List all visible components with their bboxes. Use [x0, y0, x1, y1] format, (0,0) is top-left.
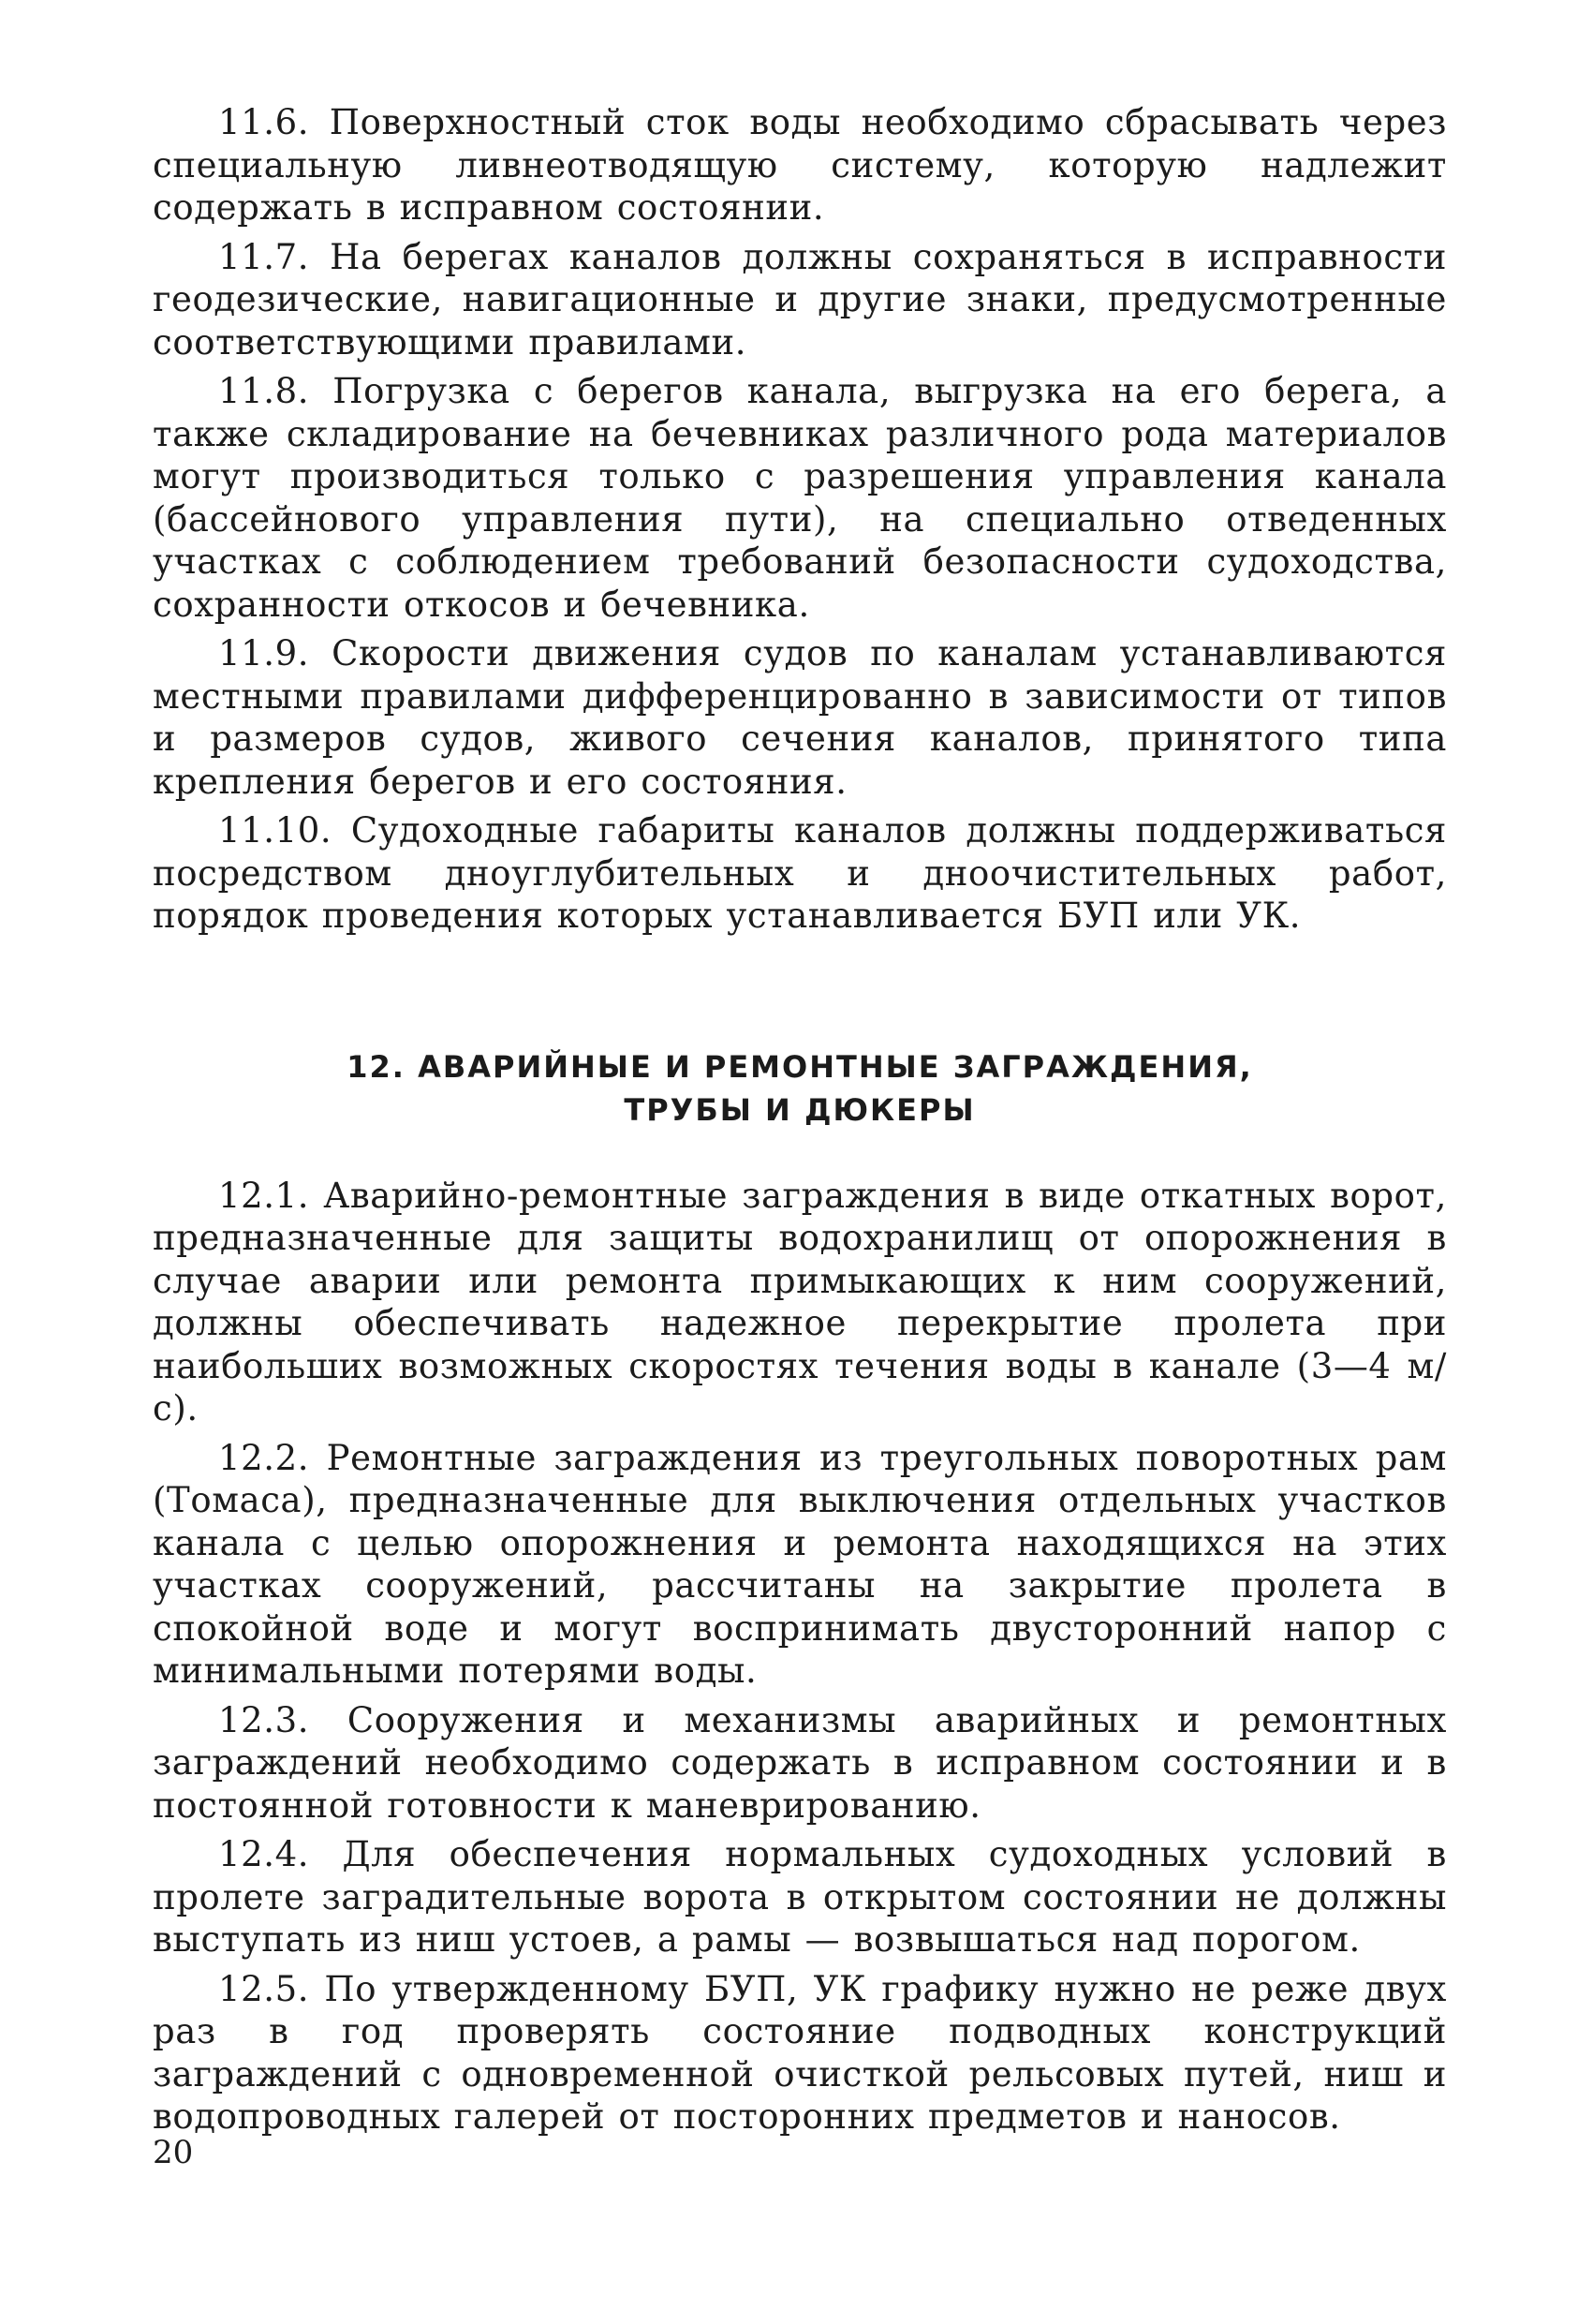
paragraph-11-8: 11.8. Погрузка с берегов канала, выгрузка на его берега, а также складирование на бечевниках различного рода материалов могут производиться только с разрешения управления канала (бассейнового управления пути), на специально отведенных участках с соблюдением требований безопасности судоходства, сохранности откосов и бечевника. — [153, 371, 1447, 625]
paragraph-12-4: 12.4. Для обеспечения нормальных судоходных условий в пролете заградительные ворота в открытом состоянии не должны выступать из ниш устоев, а рамы — возвышаться над порогом. — [153, 1834, 1447, 1960]
paragraph-11-6: 11.6. Поверхностный сток воды необходимо сбрасывать через специальную ливнеотводящую систему, которую надлежит содержать в исправном состоянии. — [153, 102, 1447, 228]
section-12-heading-line1: 12. АВАРИЙНЫЕ И РЕМОНТНЫЕ ЗАГРАЖДЕНИЯ, — [347, 1048, 1253, 1085]
paragraph-12-1: 12.1. Аварийно-ремонтные заграждения в виде откатных ворот, предназначенные для защиты водохранилищ от опорожнения в случае аварии или ремонта примыкающих к ним сооружений, должны обеспечивать надежное перекрытие пролета при наибольших возможных скоростях течения воды в канале (3—4 м/с). — [153, 1175, 1447, 1428]
paragraph-12-5: 12.5. По утвержденному БУП, УК графику нужно не реже двух раз в год проверять состояние подводных конструкций заграждений с одновременной очисткой рельсовых путей, ниш и водопроводных галерей от посторонних предметов и наносов. — [153, 1968, 1447, 2137]
paragraph-12-3: 12.3. Сооружения и механизмы аварийных и ремонтных заграждений необходимо содержать в исправном состоянии и в постоянной готовности к маневрированию. — [153, 1699, 1447, 1826]
paragraph-12-2: 12.2. Ремонтные заграждения из треугольных поворотных рам (Томаса), предназначенные для выключения отдельных участков канала с целью опорожнения и ремонта находящихся на этих участках сооружений, рассчитаны на закрытие пролета в спокойной воде и могут воспринимать двусторонний напор с минимальными потерями воды. — [153, 1437, 1447, 1691]
section-12-heading — [153, 1045, 1447, 1132]
paragraph-11-7: 11.7. На берегах каналов должны сохраняться в исправности геодезические, навигационные и другие знаки, предусмотренные соответствующими правилами. — [153, 236, 1447, 363]
section-12-heading-line2: ТРУБЫ И ДЮКЕРЫ — [624, 1091, 976, 1128]
text-column — [153, 101, 1447, 2139]
paragraph-11-10: 11.10. Судоходные габариты каналов должны поддерживаться посредством дноуглубительных и дноочистительных работ, порядок проведения которых устанавливается БУП или УК. — [153, 810, 1447, 936]
paragraph-11-9: 11.9. Скорости движения судов по каналам устанавливаются местными правилами дифференцированно в зависимости от типов и размеров судов, живого сечения каналов, принятого типа крепления берегов и его состояния. — [153, 633, 1447, 802]
page-number: 20 — [153, 2134, 194, 2171]
